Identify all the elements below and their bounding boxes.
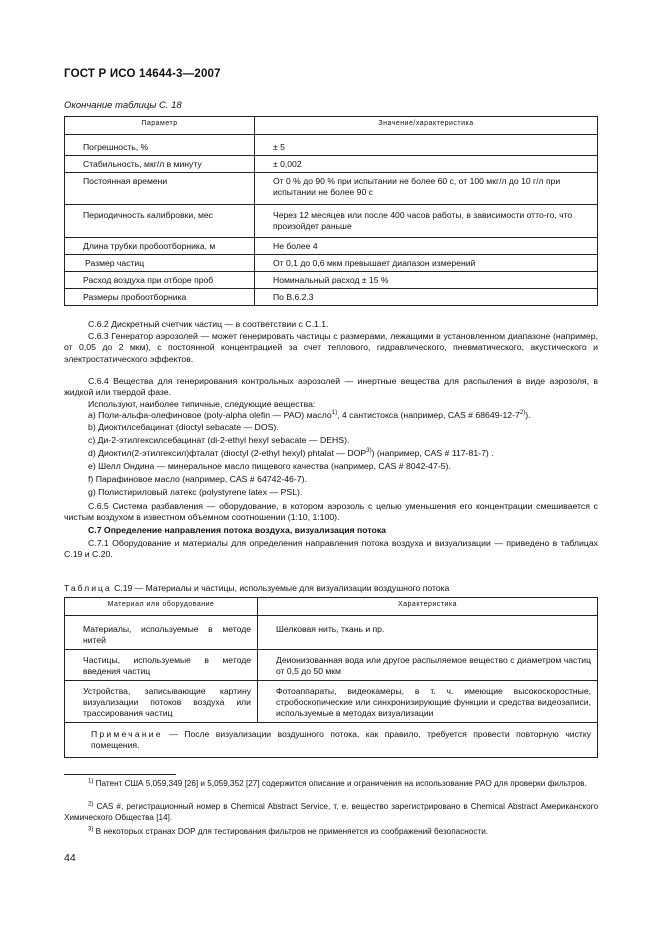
section-heading: С.7 Определение направления потока воздуха, визуализация потока bbox=[88, 525, 387, 535]
param-cell: Размер частиц bbox=[65, 255, 255, 272]
material-cell: Материалы, используемые в методе нитей bbox=[65, 616, 258, 650]
value-cell: Не более 4 bbox=[255, 238, 598, 255]
list-item: g) Полистириловый латекс (polystyrene latex — PSL). bbox=[88, 487, 303, 497]
table-caption: Окончание таблицы С. 18 bbox=[64, 100, 182, 111]
footnote-text: CAS #, регистрационный номер в Chemical Abstract Service, т. е. вещество зарегистрировано в Chemical Abstract Американского Химического Общества [14]. bbox=[64, 802, 598, 822]
table-row bbox=[65, 616, 598, 650]
footnote bbox=[64, 778, 598, 789]
column-header: Характеристика bbox=[258, 598, 598, 616]
param-cell: Погрешность, % bbox=[65, 135, 255, 156]
material-cell: Устройства, записывающие картину визуализации потоков воздуха или трассирования частиц bbox=[65, 681, 258, 723]
value-cell: По В.6.2.3 bbox=[255, 289, 598, 306]
list-text: ) (например, CAS # 117-81-7) . bbox=[371, 448, 494, 458]
param-cell: Постоянная времени bbox=[65, 173, 255, 205]
table-note bbox=[65, 723, 598, 758]
caption-label: Таблица bbox=[64, 583, 112, 593]
value-cell: Фотоаппараты, видеокамеры, в т. ч. имеющие высокоскоростные, стробоскопические или синхронизирующие функции и средства видеозаписи, используемые в методах визуализации bbox=[258, 681, 598, 723]
list-item: b) Диоктилсебацинат (dioctyl sebacate — DOS). bbox=[88, 422, 279, 432]
paragraph: С.7.1 Оборудование и материалы для определения направления потока воздуха и визуализации — приведено в таблицах С.19 и С.20. bbox=[64, 538, 598, 560]
list-text: a) Поли-альфа-олефиновое (poly-alpha olefin — PAO) масло bbox=[88, 410, 332, 420]
footnote bbox=[64, 801, 598, 823]
footnote-text: В некоторых странах DOP для тестирования фильтров не применяется из соображений безопасности. bbox=[93, 827, 489, 836]
footnote-mark: 1) bbox=[88, 778, 94, 785]
materials-table bbox=[64, 597, 598, 758]
footnote-ref: 1) bbox=[331, 410, 338, 417]
footnote-mark: 2) bbox=[88, 801, 94, 808]
value-cell: Шелковая нить, ткань и пр. bbox=[258, 616, 598, 650]
paragraph: Используют, наиболее типичные, следующие вещества: bbox=[88, 399, 316, 409]
paragraph: С.6.2 Дискретный счетчик частиц — в соответствии с С.1.1. bbox=[88, 319, 329, 329]
value-cell: Деионизованная вода или другое распыляемое вещество с диаметром частиц от 0,5 до 50 мкм bbox=[258, 650, 598, 681]
table-row bbox=[65, 650, 598, 681]
paragraph: С.6.5 Система разбавления — оборудование, в котором аэрозоль с целью уменьшения его концентрации смешивается с чистым воздухом в известном объемном соотношении (1:10, 1:100). bbox=[64, 501, 598, 523]
footnote-divider bbox=[64, 774, 176, 775]
list-item: c) Ди-2-этилгексилсебацинат (di-2-ethyl hexyl sebacate — DEHS). bbox=[88, 435, 350, 445]
note-label: Примечание bbox=[91, 729, 163, 739]
table-header-row bbox=[65, 117, 598, 135]
value-cell: Через 12 месяцев или после 400 часов работы, в зависимости отто-го, что произойдет раньше bbox=[255, 205, 598, 238]
table-caption bbox=[64, 583, 449, 593]
list-item bbox=[64, 410, 598, 421]
table-row bbox=[65, 135, 598, 156]
list-text: d) Диоктил(2-этилгексил)фталат (dioctyl (2-ethyl hexyl) phtalat — DOP bbox=[88, 448, 367, 458]
paragraph: С.6.4 Вещества для генерирования контрольных аэрозолей — инертные вещества для распыления в виде аэрозоля, в жидкой или твердой фазе. bbox=[64, 376, 598, 398]
note-text: — После визуализации воздушного потока, как правило, требуется провести повторную чистку помещения. bbox=[91, 729, 591, 750]
value-cell: От 0,1 до 0,6 мкм превышает диапазон измерений bbox=[255, 255, 598, 272]
list-text: , 4 сантистокса (например, CAS # 68649-12-7 bbox=[337, 410, 520, 420]
table-row bbox=[65, 205, 598, 238]
page-number: 44 bbox=[64, 852, 76, 864]
value-cell: От 0 % до 90 % при испытании не более 60 с, от 100 мкг/л до 10 г/л при испытании не более 90 с bbox=[255, 173, 598, 205]
caption-text: С.19 — Материалы и частицы, используемые для визуализации воздушного потока bbox=[114, 583, 450, 593]
param-cell: Расход воздуха при отборе проб bbox=[65, 272, 255, 289]
list-item: f) Парафиновое масло (например, CAS # 64742-46-7). bbox=[88, 474, 307, 484]
table-note-row bbox=[65, 723, 598, 758]
paragraph: С.6.3 Генератор аэрозолей — может генерировать частицы с размерами, лежащими в установленном диапазоне (например, от 0,05 до 2 мкм), с постоянной концентрацией за счет теплового, гидравлического, пневматического, акустического и электростатического эффектов. bbox=[64, 331, 598, 364]
table-row bbox=[65, 681, 598, 723]
value-cell: Номинальный расход ± 15 % bbox=[255, 272, 598, 289]
column-header: Материал или оборудование bbox=[65, 598, 258, 616]
footnote-ref: 3) bbox=[366, 448, 372, 455]
param-cell: Стабильность, мкг/л в минуту bbox=[65, 156, 255, 173]
footnote-text: Патент США 5,059,349 [26] и 5,059,352 [27] содержится описание и ограничения на использование PAO для проверки фильтров. bbox=[93, 779, 587, 788]
spec-table bbox=[64, 116, 598, 306]
table-row bbox=[65, 272, 598, 289]
list-item: e) Шелл Ондина — минеральное масло пищевого качества (например, CAS # 8042-47-5). bbox=[88, 461, 451, 471]
footnote-ref: 2) bbox=[519, 410, 526, 417]
table-row bbox=[65, 289, 598, 306]
list-text: ). bbox=[525, 410, 531, 420]
column-header: Параметр bbox=[65, 117, 255, 135]
table-row bbox=[65, 238, 598, 255]
table-header-row bbox=[65, 598, 598, 616]
table-row bbox=[65, 255, 598, 272]
list-item bbox=[64, 448, 598, 459]
value-cell: ± 5 bbox=[255, 135, 598, 156]
param-cell: Периодичность калибровки, мес bbox=[65, 205, 255, 238]
material-cell: Частицы, используемые в методе введения частиц bbox=[65, 650, 258, 681]
table-row bbox=[65, 156, 598, 173]
footnote-mark: 3) bbox=[88, 826, 94, 833]
value-cell: ± 0,002 bbox=[255, 156, 598, 173]
param-cell: Длина трубки пробоотборника, м bbox=[65, 238, 255, 255]
param-cell: Размеры пробоотборника bbox=[65, 289, 255, 306]
table-row bbox=[65, 173, 598, 205]
column-header: Значение/характеристика bbox=[255, 117, 598, 135]
footnote bbox=[64, 826, 598, 837]
document-header: ГОСТ Р ИСО 14644-3—2007 bbox=[64, 68, 221, 80]
